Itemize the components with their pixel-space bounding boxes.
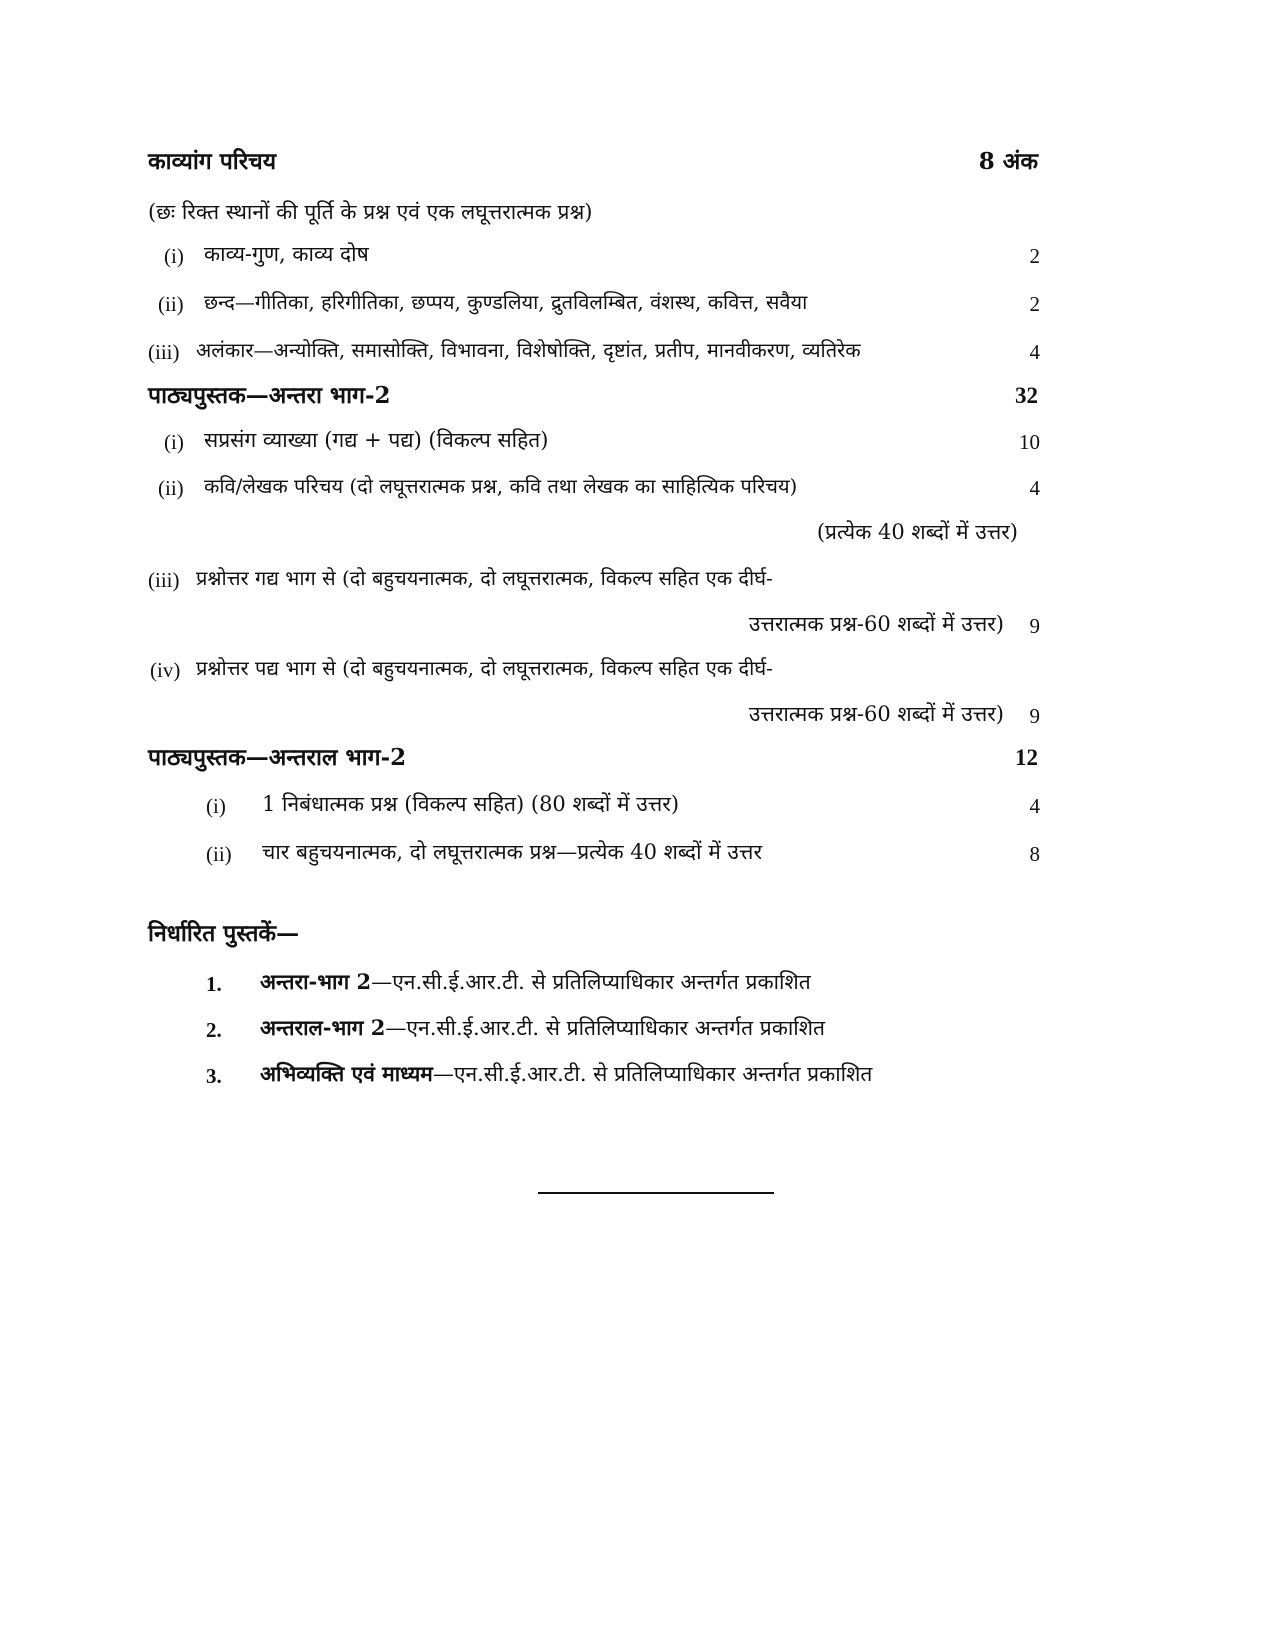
item-number: (i) bbox=[206, 794, 226, 818]
section-note: (छः रिक्त स्थानों की पूर्ति के प्रश्न एवं एक लघूत्तरात्मक प्रश्न) bbox=[148, 200, 593, 224]
item-number: (ii) bbox=[206, 842, 232, 866]
item-text: छन्द—गीतिका, हरिगीतिका, छप्पय, कुण्डलिया, द्रुतविलम्बित, वंशस्थ, कवित्त, सवैया bbox=[204, 290, 808, 314]
item-marks: 2 bbox=[1029, 292, 1040, 316]
books-title: निर्धारित पुस्तकें— bbox=[148, 920, 300, 947]
book-description: —एन.सी.ई.आर.टी. से प्रतिलिप्याधिकार अन्तर्गत प्रकाशित bbox=[371, 970, 811, 994]
item-marks: 2 bbox=[1029, 244, 1040, 268]
item-marks: 10 bbox=[1019, 430, 1040, 454]
item-text: कवि/लेखक परिचय (दो लघूत्तरात्मक प्रश्न, कवि तथा लेखक का साहित्यिक परिचय) bbox=[204, 474, 798, 498]
book-entry bbox=[260, 1014, 825, 1042]
section-marks: 32 bbox=[1015, 383, 1038, 408]
item-text: 1 निबंधात्मक प्रश्न (विकल्प सहित) (80 शब्दों में उत्तर) bbox=[262, 792, 680, 816]
item-continuation: (प्रत्येक 40 शब्दों में उत्तर) bbox=[816, 520, 1018, 544]
item-marks: 8 bbox=[1029, 842, 1040, 866]
item-text: काव्य-गुण, काव्य दोष bbox=[204, 242, 369, 266]
item-marks: 4 bbox=[1029, 794, 1040, 818]
item-text: अलंकार—अन्योक्ति, समासोक्ति, विभावना, विशेषोक्ति, दृष्टांत, प्रतीप, मानवीकरण, व्यतिरेक bbox=[196, 338, 861, 362]
book-name: अन्तरा-भाग 2 bbox=[260, 969, 372, 994]
item-text: प्रश्नोत्तर पद्य भाग से (दो बहुचयनात्मक, दो लघूत्तरात्मक, विकल्प सहित एक दीर्घ- bbox=[196, 656, 773, 680]
book-description: —एन.सी.ई.आर.टी. से प्रतिलिप्याधिकार अन्तर्गत प्रकाशित bbox=[385, 1016, 825, 1040]
end-divider bbox=[538, 1192, 774, 1194]
item-number: (i) bbox=[164, 430, 184, 454]
book-name: अन्तराल-भाग 2 bbox=[260, 1015, 386, 1040]
book-entry bbox=[260, 968, 811, 996]
section-title: पाठ्यपुस्तक—अन्तराल भाग-2 bbox=[148, 744, 407, 771]
item-number: (iii) bbox=[148, 568, 180, 592]
section-marks: 8 अंक bbox=[978, 148, 1038, 175]
book-description: —एन.सी.ई.आर.टी. से प्रतिलिप्याधिकार अन्तर्गत प्रकाशित bbox=[432, 1062, 873, 1086]
section-title: काव्यांग परिचय bbox=[148, 148, 277, 175]
book-number: 1. bbox=[206, 972, 222, 996]
item-marks: 9 bbox=[1029, 614, 1040, 638]
item-number: (ii) bbox=[158, 476, 184, 500]
item-text: सप्रसंग व्याख्या (गद्य + पद्य) (विकल्प सहित) bbox=[204, 428, 549, 452]
item-marks: 4 bbox=[1029, 340, 1040, 364]
book-name: अभिव्यक्ति एवं माध्यम bbox=[260, 1061, 433, 1086]
book-number: 3. bbox=[206, 1064, 222, 1088]
item-continuation: उत्तरात्मक प्रश्न-60 शब्दों में उत्तर) bbox=[748, 612, 1004, 636]
item-number: (i) bbox=[164, 244, 184, 268]
item-text: प्रश्नोत्तर गद्य भाग से (दो बहुचयनात्मक, दो लघूत्तरात्मक, विकल्प सहित एक दीर्घ- bbox=[196, 566, 773, 590]
item-text: चार बहुचयनात्मक, दो लघूत्तरात्मक प्रश्न—प्रत्येक 40 शब्दों में उत्तर bbox=[262, 840, 763, 864]
item-marks: 4 bbox=[1029, 476, 1040, 500]
book-number: 2. bbox=[206, 1018, 222, 1042]
item-continuation: उत्तरात्मक प्रश्न-60 शब्दों में उत्तर) bbox=[748, 702, 1004, 726]
section-marks: 12 bbox=[1015, 745, 1038, 770]
item-number: (iii) bbox=[148, 340, 180, 364]
item-number: (iv) bbox=[150, 658, 181, 682]
book-entry bbox=[260, 1060, 872, 1088]
item-marks: 9 bbox=[1029, 704, 1040, 728]
section-title: पाठ्यपुस्तक—अन्तरा भाग-2 bbox=[148, 382, 391, 409]
item-number: (ii) bbox=[158, 292, 184, 316]
